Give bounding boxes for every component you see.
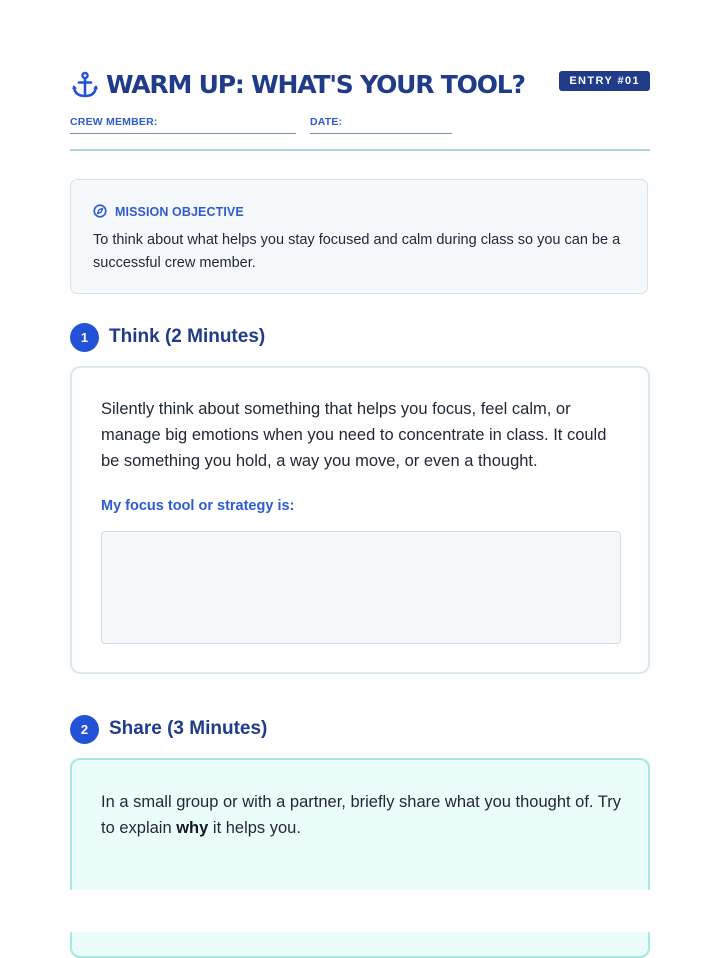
crew-member-label: CREW MEMBER: (70, 116, 158, 128)
share-instructions (101, 789, 626, 841)
share-text-emphasis: why (176, 819, 209, 837)
objective-title: MISSION OBJECTIVE (115, 205, 244, 219)
date-field[interactable] (310, 116, 452, 128)
page-bottom-margin (0, 890, 720, 932)
anchor-icon (70, 70, 100, 100)
step-title: Share (3 Minutes) (109, 718, 268, 739)
entry-badge: ENTRY #01 (559, 71, 650, 91)
share-text-end: it helps you. (208, 819, 301, 837)
crew-member-line[interactable] (70, 133, 296, 134)
step-number-badge: 2 (70, 715, 99, 744)
page-title: WARM UP: WHAT'S YOUR TOOL? (106, 70, 525, 99)
focus-tool-prompt-label: My focus tool or strategy is: (101, 498, 295, 514)
step-number-badge: 1 (70, 323, 99, 352)
compass-icon (93, 204, 107, 218)
header-divider (70, 149, 650, 151)
title-row (70, 66, 650, 106)
think-instructions: Silently think about something that helps you focus, feel calm, or manage big emotions when you need to concentrate in class. It could be something you hold, a way you move, or even a thought. (101, 400, 607, 470)
think-card (70, 366, 650, 674)
share-text-start: In a small group or with a partner, briefly share what you thought of. Try to explain (101, 793, 622, 837)
mission-objective-card (70, 179, 648, 294)
step-title: Think (2 Minutes) (109, 326, 266, 347)
focus-tool-answer-box[interactable] (101, 531, 621, 644)
crew-member-field[interactable] (70, 116, 296, 128)
date-line[interactable] (310, 133, 452, 134)
date-label: DATE: (310, 116, 343, 128)
objective-text: To think about what helps you stay focused and calm during class so you can be a successful crew member. (93, 232, 621, 271)
